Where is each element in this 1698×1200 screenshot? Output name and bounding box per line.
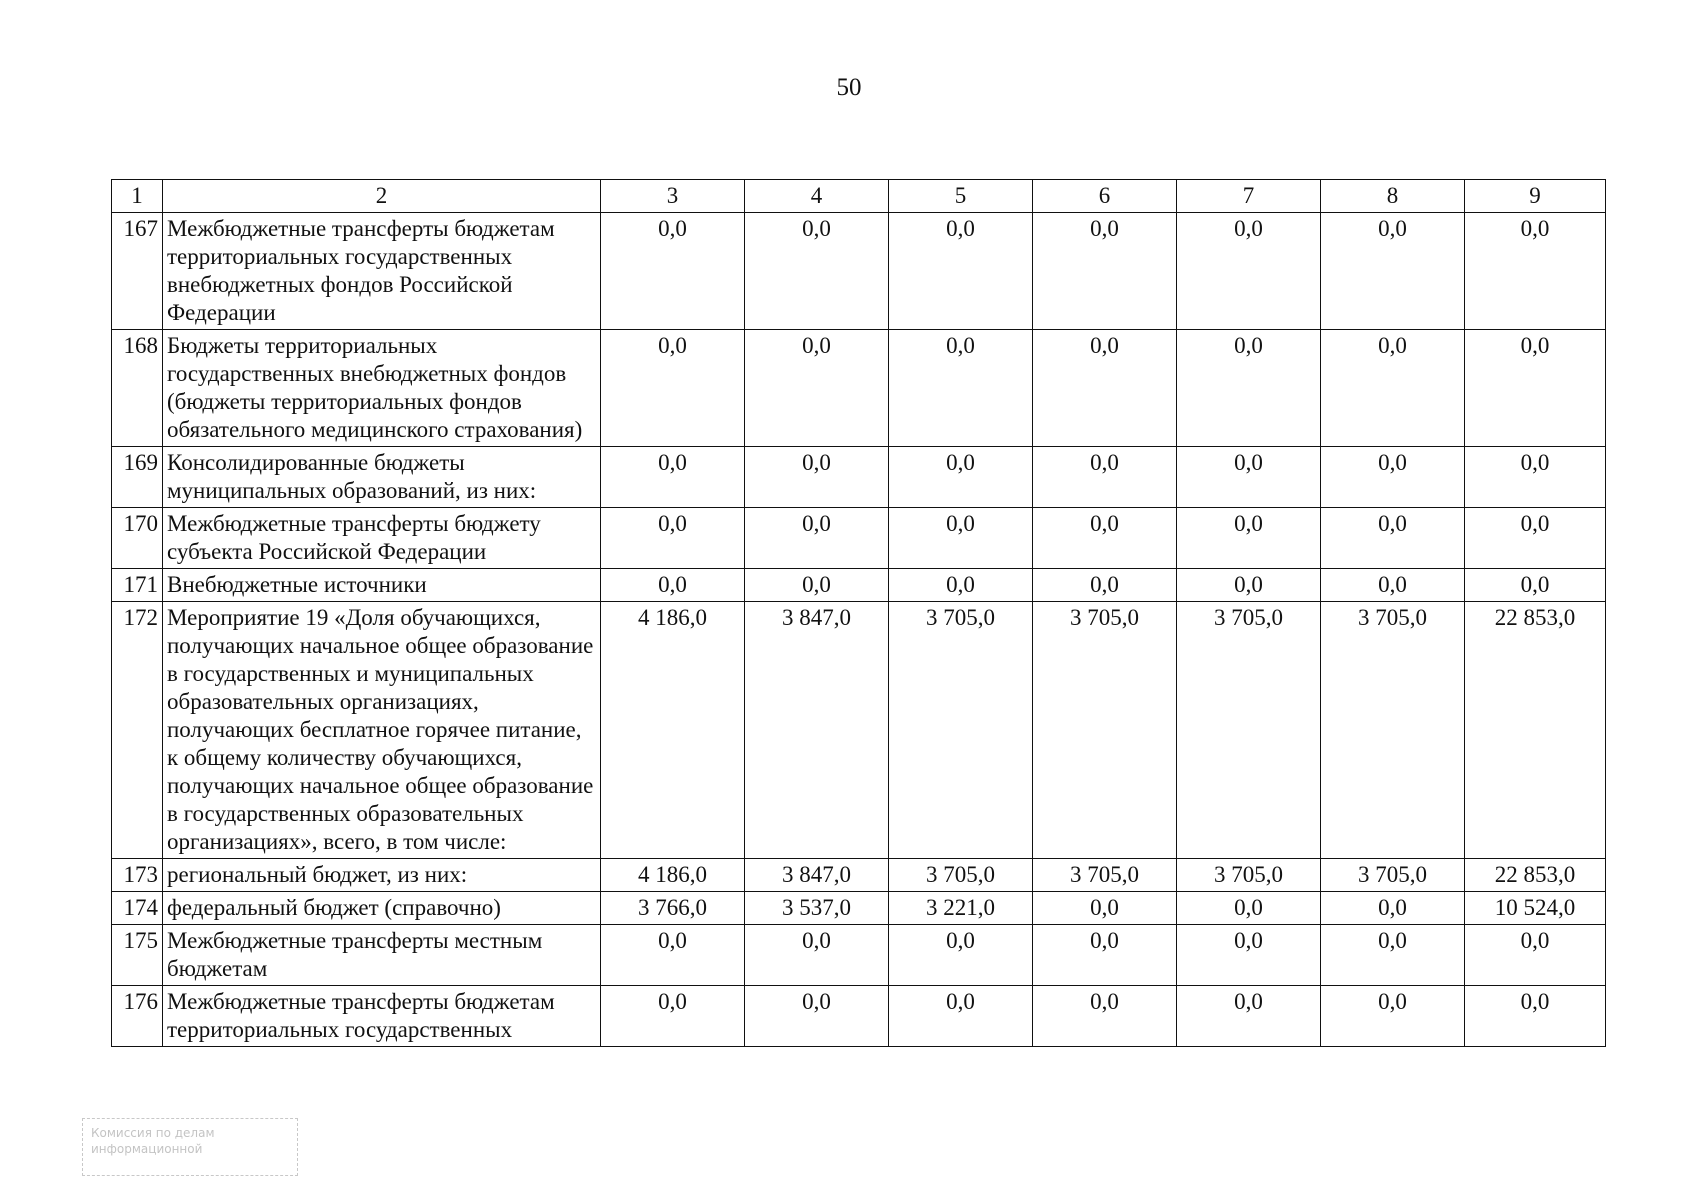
value-cell: 0,0 [1033,569,1177,602]
value-cell: 0,0 [601,213,745,330]
row-number: 170 [112,508,163,569]
table-row [112,602,1606,859]
value-cell: 0,0 [1465,925,1606,986]
official-stamp [82,1118,298,1176]
value-cell: 3 705,0 [1033,602,1177,859]
table-row [112,508,1606,569]
table-row [112,892,1606,925]
row-description: Межбюджетные трансферты бюджетам территориальных государственных [163,986,601,1047]
value-cell: 0,0 [1033,447,1177,508]
stamp-line: информационной [91,1142,203,1156]
table-body [112,213,1606,1047]
value-cell: 22 853,0 [1465,859,1606,892]
value-cell: 0,0 [889,569,1033,602]
column-header: 8 [1321,180,1465,213]
value-cell: 0,0 [889,986,1033,1047]
column-header: 3 [601,180,745,213]
value-cell: 0,0 [889,330,1033,447]
row-description: федеральный бюджет (справочно) [163,892,601,925]
value-cell: 0,0 [1321,447,1465,508]
row-number: 173 [112,859,163,892]
table-row [112,925,1606,986]
row-number: 168 [112,330,163,447]
value-cell: 3 705,0 [1321,859,1465,892]
column-header: 7 [1177,180,1321,213]
value-cell: 0,0 [1465,213,1606,330]
value-cell: 0,0 [1177,330,1321,447]
row-number: 171 [112,569,163,602]
value-cell: 0,0 [889,213,1033,330]
value-cell: 0,0 [1033,508,1177,569]
value-cell: 0,0 [1321,213,1465,330]
value-cell: 0,0 [745,986,889,1047]
page-number: 50 [836,74,862,101]
value-cell: 0,0 [1321,508,1465,569]
value-cell: 0,0 [1465,447,1606,508]
value-cell: 3 705,0 [1321,602,1465,859]
table-row [112,330,1606,447]
value-cell: 0,0 [1033,213,1177,330]
column-header: 5 [889,180,1033,213]
row-description: Бюджеты территориальных государственных внебюджетных фондов (бюджеты территориальных фондов обязательного медицинского страхования) [163,330,601,447]
value-cell: 0,0 [1321,569,1465,602]
value-cell: 0,0 [601,569,745,602]
column-header: 2 [163,180,601,213]
value-cell: 0,0 [1321,925,1465,986]
value-cell: 0,0 [1465,508,1606,569]
table-row [112,447,1606,508]
value-cell: 0,0 [1033,925,1177,986]
value-cell: 3 766,0 [601,892,745,925]
table-header-row [112,180,1606,213]
row-description: Консолидированные бюджеты муниципальных образований, из них: [163,447,601,508]
value-cell: 4 186,0 [601,859,745,892]
value-cell: 0,0 [1033,986,1177,1047]
column-header: 9 [1465,180,1606,213]
table-row [112,859,1606,892]
budget-table [111,179,1606,1047]
value-cell: 0,0 [1033,892,1177,925]
value-cell: 0,0 [601,508,745,569]
row-number: 172 [112,602,163,859]
value-cell: 0,0 [745,569,889,602]
value-cell: 3 705,0 [1033,859,1177,892]
value-cell: 0,0 [1465,986,1606,1047]
value-cell: 0,0 [745,213,889,330]
value-cell: 0,0 [1177,892,1321,925]
table-row [112,569,1606,602]
value-cell: 3 221,0 [889,892,1033,925]
value-cell: 0,0 [601,330,745,447]
column-header: 6 [1033,180,1177,213]
row-number: 174 [112,892,163,925]
value-cell: 0,0 [1177,925,1321,986]
value-cell: 0,0 [601,986,745,1047]
row-description: региональный бюджет, из них: [163,859,601,892]
value-cell: 0,0 [1033,330,1177,447]
value-cell: 0,0 [889,925,1033,986]
value-cell: 0,0 [1177,569,1321,602]
value-cell: 3 705,0 [1177,859,1321,892]
value-cell: 0,0 [1177,447,1321,508]
value-cell: 0,0 [1321,330,1465,447]
value-cell: 0,0 [745,925,889,986]
row-description: Межбюджетные трансферты местным бюджетам [163,925,601,986]
value-cell: 0,0 [1177,213,1321,330]
stamp-line: Комиссия по делам [91,1126,215,1140]
value-cell: 0,0 [745,330,889,447]
row-number: 176 [112,986,163,1047]
value-cell: 0,0 [1177,508,1321,569]
row-number: 175 [112,925,163,986]
value-cell: 0,0 [1465,569,1606,602]
value-cell: 3 847,0 [745,602,889,859]
column-header: 4 [745,180,889,213]
value-cell: 22 853,0 [1465,602,1606,859]
row-description: Внебюджетные источники [163,569,601,602]
value-cell: 0,0 [1321,986,1465,1047]
value-cell: 3 847,0 [745,859,889,892]
value-cell: 10 524,0 [1465,892,1606,925]
value-cell: 3 537,0 [745,892,889,925]
value-cell: 0,0 [1177,986,1321,1047]
value-cell: 4 186,0 [601,602,745,859]
table-row [112,986,1606,1047]
value-cell: 0,0 [889,508,1033,569]
row-description: Межбюджетные трансферты бюджету субъекта Российской Федерации [163,508,601,569]
value-cell: 0,0 [745,447,889,508]
row-number: 167 [112,213,163,330]
row-description: Межбюджетные трансферты бюджетам территориальных государственных внебюджетных фондов Российской Федерации [163,213,601,330]
value-cell: 3 705,0 [1177,602,1321,859]
value-cell: 0,0 [601,447,745,508]
value-cell: 3 705,0 [889,859,1033,892]
row-description: Мероприятие 19 «Доля обучающихся, получающих начальное общее образование в государственных и муниципальных образовательных организациях, получающих бесплатное горячее питание, к общему количеству обучающихся, получающих начальное общее образование в государственных образовательных организациях», всего, в том числе: [163,602,601,859]
value-cell: 0,0 [601,925,745,986]
value-cell: 3 705,0 [889,602,1033,859]
value-cell: 0,0 [1321,892,1465,925]
table-row [112,213,1606,330]
value-cell: 0,0 [745,508,889,569]
value-cell: 0,0 [889,447,1033,508]
row-number: 169 [112,447,163,508]
value-cell: 0,0 [1465,330,1606,447]
column-header: 1 [112,180,163,213]
